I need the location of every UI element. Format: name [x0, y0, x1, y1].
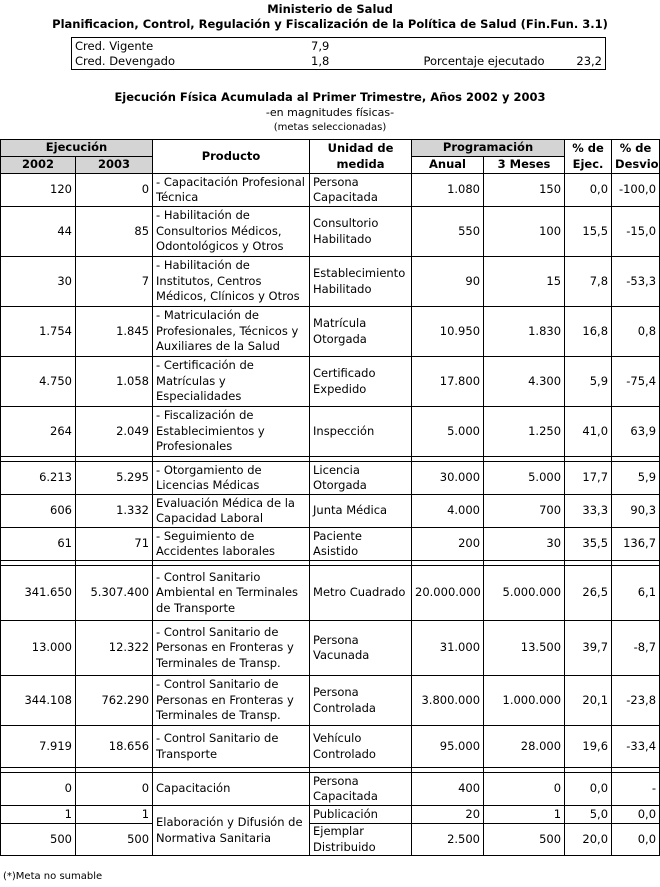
unit-cell: Ejemplar Distribuido: [310, 824, 412, 856]
exec-2002-cell: 344.108: [1, 676, 76, 726]
pct-desvio-cell: 136,7: [612, 528, 660, 561]
exec-2002-cell: 264: [1, 407, 76, 457]
program-title: Planificacion, Control, Regulación y Fiscalización de la Política de Salud (Fin.Fun. 3.1): [52, 17, 608, 31]
product-cell: - Fiscalización de Establecimientos y Profesionales: [153, 407, 310, 457]
header-3-meses: 3 Meses: [484, 157, 565, 174]
exec-2003-cell: 5.295: [76, 462, 153, 495]
exec-2003-cell: 71: [76, 528, 153, 561]
exec-2003-cell: 85: [76, 207, 153, 257]
exec-2003-cell: 1.058: [76, 357, 153, 407]
cred-devengado-label: Cred. Devengado: [75, 54, 175, 69]
pct-desvio-cell: -: [612, 773, 660, 806]
quarter-cell: 5.000: [484, 462, 565, 495]
exec-2002-cell: 341.650: [1, 566, 76, 621]
exec-2002-cell: 0: [1, 773, 76, 806]
quarter-cell: 700: [484, 495, 565, 528]
exec-2002-cell: 7.919: [1, 726, 76, 768]
annual-cell: 4.000: [412, 495, 484, 528]
pct-desvio-cell: -53,3: [612, 257, 660, 307]
credits-table: [71, 37, 606, 70]
pct-ejec-cell: 20,1: [565, 676, 612, 726]
product-cell: - Control Sanitario de Personas en Fronteras y Terminales de Transp.: [153, 621, 310, 676]
exec-2003-cell: 500: [76, 824, 153, 856]
unit-cell: Persona Vacunada: [310, 621, 412, 676]
cred-vigente-label: Cred. Vigente: [75, 38, 154, 53]
pct-desvio-cell: 6,1: [612, 566, 660, 621]
pct-desvio-cell: -75,4: [612, 357, 660, 407]
unit-cell: Licencia Otorgada: [310, 462, 412, 495]
annual-cell: 10.950: [412, 307, 484, 357]
pct-ejecutado-value: 23,2: [576, 54, 602, 69]
exec-2003-cell: 2.049: [76, 407, 153, 457]
annual-cell: 1.080: [412, 174, 484, 207]
exec-2002-cell: 6.213: [1, 462, 76, 495]
table-row: [1, 207, 660, 257]
pct-desvio-cell: -23,8: [612, 676, 660, 726]
quarter-cell: 28.000: [484, 726, 565, 768]
unit-cell: Vehículo Controlado: [310, 726, 412, 768]
exec-2002-cell: 61: [1, 528, 76, 561]
exec-2002-cell: 4.750: [1, 357, 76, 407]
table-row: [1, 528, 660, 561]
header-pct-ejec: % de Ejec.: [565, 140, 612, 174]
credit-row-vigente: [72, 38, 606, 54]
pct-ejec-cell: 35,5: [565, 528, 612, 561]
pct-ejec-cell: 16,8: [565, 307, 612, 357]
exec-2002-cell: 1: [1, 806, 76, 824]
header-pct-desvio: % de Desvio: [612, 140, 660, 174]
header-2003: 2003: [76, 157, 153, 174]
exec-2002-cell: 1.754: [1, 307, 76, 357]
unit-cell: Metro Cuadrado: [310, 566, 412, 621]
table-row: [1, 174, 660, 207]
quarter-cell: 13.500: [484, 621, 565, 676]
annual-cell: 95.000: [412, 726, 484, 768]
table-row: [1, 357, 660, 407]
header-ejecucion: Ejecución: [1, 140, 153, 157]
unit-cell: Persona Capacitada: [310, 174, 412, 207]
unit-cell: Consultorio Habilitado: [310, 207, 412, 257]
product-cell: - Certificación de Matrículas y Especialidades: [153, 357, 310, 407]
pct-ejecutado-label: Porcentaje ejecutado: [423, 54, 545, 69]
annual-cell: 5.000: [412, 407, 484, 457]
pct-desvio-cell: 63,9: [612, 407, 660, 457]
product-cell: - Control Sanitario Ambiental en Terminales de Transporte: [153, 566, 310, 621]
pct-ejec-cell: 5,9: [565, 357, 612, 407]
quarter-cell: 1.250: [484, 407, 565, 457]
header-programacion: Programación: [412, 140, 565, 157]
annual-cell: 550: [412, 207, 484, 257]
product-cell: - Seguimiento de Accidentes laborales: [153, 528, 310, 561]
product-cell: - Matriculación de Profesionales, Técnicos y Auxiliares de la Salud: [153, 307, 310, 357]
product-cell: Evaluación Médica de la Capacidad Laboral: [153, 495, 310, 528]
exec-2003-cell: 18.656: [76, 726, 153, 768]
pct-desvio-cell: 5,9: [612, 462, 660, 495]
pct-desvio-cell: 0,8: [612, 307, 660, 357]
exec-2002-cell: 30: [1, 257, 76, 307]
header-producto: Producto: [153, 140, 310, 174]
exec-2003-cell: 762.290: [76, 676, 153, 726]
unit-cell: Persona Controlada: [310, 676, 412, 726]
execution-table: [0, 139, 660, 856]
pct-ejec-cell: 41,0: [565, 407, 612, 457]
table-row: [1, 676, 660, 726]
unit-cell: Matrícula Otorgada: [310, 307, 412, 357]
pct-ejec-cell: 26,5: [565, 566, 612, 621]
annual-cell: 17.800: [412, 357, 484, 407]
header-unidad: Unidad de medida: [310, 140, 412, 174]
pct-desvio-cell: 90,3: [612, 495, 660, 528]
exec-2003-cell: 0: [76, 773, 153, 806]
exec-2003-cell: 1: [76, 806, 153, 824]
pct-ejec-cell: 19,6: [565, 726, 612, 768]
header-2002: 2002: [1, 157, 76, 174]
exec-2003-cell: 5.307.400: [76, 566, 153, 621]
quarter-cell: 0: [484, 773, 565, 806]
annual-cell: 90: [412, 257, 484, 307]
pct-ejec-cell: 0,0: [565, 773, 612, 806]
quarter-cell: 4.300: [484, 357, 565, 407]
annual-cell: 400: [412, 773, 484, 806]
exec-2003-cell: 0: [76, 174, 153, 207]
annual-cell: 30.000: [412, 462, 484, 495]
exec-2003-cell: 7: [76, 257, 153, 307]
pct-desvio-cell: 0,0: [612, 806, 660, 824]
product-cell: - Control Sanitario de Personas en Fronteras y Terminales de Transp.: [153, 676, 310, 726]
exec-2002-cell: 606: [1, 495, 76, 528]
quarter-cell: 1: [484, 806, 565, 824]
table-row: [1, 307, 660, 357]
annual-cell: 31.000: [412, 621, 484, 676]
section-subtitle: -en magnitudes físicas-: [265, 106, 395, 119]
quarter-cell: 1.830: [484, 307, 565, 357]
pct-ejec-cell: 39,7: [565, 621, 612, 676]
exec-2002-cell: 120: [1, 174, 76, 207]
unit-cell: Persona Capacitada: [310, 773, 412, 806]
product-cell: - Control Sanitario de Transporte: [153, 726, 310, 768]
annual-cell: 2.500: [412, 824, 484, 856]
pct-ejec-cell: 0,0: [565, 174, 612, 207]
product-cell: - Habilitación de Consultorios Médicos, Odontológicos y Otros: [153, 207, 310, 257]
table-row: [1, 726, 660, 768]
pct-ejec-cell: 5,0: [565, 806, 612, 824]
annual-cell: 3.800.000: [412, 676, 484, 726]
cred-vigente-value: 7,9: [311, 38, 330, 53]
table-row: [1, 407, 660, 457]
pct-desvio-cell: 0,0: [612, 824, 660, 856]
annual-cell: 200: [412, 528, 484, 561]
table-row: [1, 824, 660, 856]
product-cell: - Habilitación de Institutos, Centros Médicos, Clínicos y Otros: [153, 257, 310, 307]
table-row: [1, 462, 660, 495]
annual-cell: 20.000.000: [412, 566, 484, 621]
quarter-cell: 1.000.000: [484, 676, 565, 726]
unit-cell: Publicación: [310, 806, 412, 824]
annual-cell: 20: [412, 806, 484, 824]
pct-desvio-cell: -8,7: [612, 621, 660, 676]
pct-ejec-cell: 20,0: [565, 824, 612, 856]
pct-ejec-cell: 33,3: [565, 495, 612, 528]
exec-2003-cell: 1.845: [76, 307, 153, 357]
footnote: (*)Meta no sumable: [3, 871, 103, 882]
pct-desvio-cell: -100,0: [612, 174, 660, 207]
quarter-cell: 30: [484, 528, 565, 561]
exec-2002-cell: 44: [1, 207, 76, 257]
unit-cell: Junta Médica: [310, 495, 412, 528]
exec-2003-cell: 1.332: [76, 495, 153, 528]
table-row: [1, 806, 660, 824]
exec-2002-cell: 500: [1, 824, 76, 856]
table-row: [1, 621, 660, 676]
product-cell: - Otorgamiento de Licencias Médicas: [153, 462, 310, 495]
section-title: Ejecución Física Acumulada al Primer Trimestre, Años 2002 y 2003: [114, 90, 546, 104]
product-cell: Elaboración y Difusión de Normativa Sanitaria: [153, 806, 310, 856]
pct-ejec-cell: 15,5: [565, 207, 612, 257]
quarter-cell: 150: [484, 174, 565, 207]
product-cell: Capacitación: [153, 773, 310, 806]
unit-cell: Inspección: [310, 407, 412, 457]
pct-ejec-cell: 17,7: [565, 462, 612, 495]
table-row: [1, 566, 660, 621]
table-row: [1, 257, 660, 307]
credit-row-devengado: [72, 54, 606, 70]
quarter-cell: 15: [484, 257, 565, 307]
unit-cell: Certificado Expedido: [310, 357, 412, 407]
unit-cell: Establecimiento Habilitado: [310, 257, 412, 307]
pct-desvio-cell: -33,4: [612, 726, 660, 768]
section-note: (metas seleccionadas): [273, 122, 387, 133]
quarter-cell: 100: [484, 207, 565, 257]
pct-desvio-cell: -15,0: [612, 207, 660, 257]
quarter-cell: 500: [484, 824, 565, 856]
table-row: [1, 773, 660, 806]
exec-2002-cell: 13.000: [1, 621, 76, 676]
header-anual: Anual: [412, 157, 484, 174]
product-cell: - Capacitación Profesional Técnica: [153, 174, 310, 207]
table-row: [1, 495, 660, 528]
pct-ejec-cell: 7,8: [565, 257, 612, 307]
cred-devengado-value: 1,8: [311, 54, 330, 69]
unit-cell: Paciente Asistido: [310, 528, 412, 561]
exec-2003-cell: 12.322: [76, 621, 153, 676]
ministry-title: Ministerio de Salud: [267, 2, 393, 16]
quarter-cell: 5.000.000: [484, 566, 565, 621]
